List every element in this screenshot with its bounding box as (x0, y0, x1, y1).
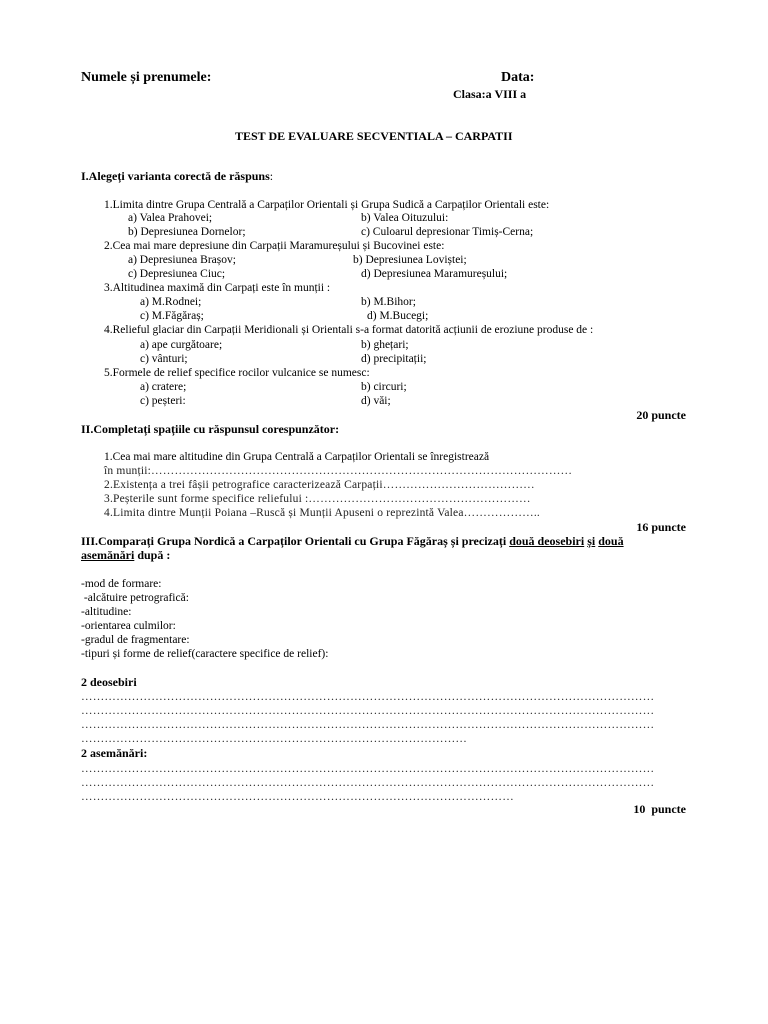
question-5: 5.Formele de relief specifice rocilor vulcanice se numesc: (104, 367, 370, 379)
differences-line[interactable]: ………………………………………………………………………………………………………………………………… (81, 719, 655, 731)
q3-option-b: b) M.Bihor; (361, 296, 416, 308)
criterion-3: -altitudine: (81, 606, 132, 618)
criterion-4: -orientarea culmilor: (81, 620, 176, 632)
differences-label: 2 deosebiri (81, 675, 137, 689)
criterion-2: -alcătuire petrografică: (81, 592, 189, 604)
differences-line[interactable]: ……………………………………………………………………………………… (81, 733, 468, 745)
section3-points: 10 puncte (633, 802, 686, 816)
fill-line-1-answer[interactable]: în munții:……………………………………………………………………………………………… (104, 465, 573, 477)
q2-option-a: a) Depresiunea Brașov; (128, 254, 236, 266)
q5-option-b: b) circuri; (361, 381, 407, 393)
similarities-line[interactable]: ………………………………………………………………………………………………… (81, 791, 514, 803)
fill-line-1: 1.Cea mai mare altitudine din Grupa Centrală a Carpaților Orientali se înregistrează (104, 451, 490, 463)
section1-points: 20 puncte (636, 408, 686, 422)
q1-option-b: b) Valea Oituzului: (361, 212, 449, 224)
date-label: Data: (501, 70, 535, 85)
q5-option-a: a) cratere; (140, 381, 187, 393)
q2-option-c: c) Depresiunea Ciuc; (128, 268, 226, 280)
similarities-line[interactable]: ………………………………………………………………………………………………………………………………… (81, 763, 655, 775)
differences-line[interactable]: ………………………………………………………………………………………………………………………………… (81, 705, 655, 717)
test-title: TEST DE EVALUARE SECVENTIALA – CARPATII (235, 129, 513, 143)
q3-option-a: a) M.Rodnei; (140, 296, 202, 308)
q4-option-d: d) precipitații; (361, 353, 427, 365)
section1-heading (81, 170, 273, 183)
criterion-5: -gradul de fragmentare: (81, 634, 190, 646)
question-4: 4.Relieful glaciar din Carpații Meridionali și Orientali s-a format datorită acțiunii de eroziune produse de : (104, 324, 594, 336)
section3-heading-line2 (81, 549, 170, 562)
question-3: 3.Altitudinea maximă din Carpați este în munții : (104, 282, 331, 294)
criterion-6: -tipuri și forme de relief(caractere specifice de relief): (81, 648, 329, 660)
q1-option-d: c) Culoarul depresionar Timiș-Cerna; (361, 226, 534, 238)
section1-heading-text: I.Alegeți varianta corectă de răspuns (81, 169, 270, 183)
class-label: Clasa:a VIII a (453, 87, 527, 101)
section2-heading: II.Completați spațiile cu răspunsul corespunzător: (81, 422, 340, 436)
section1-heading-suffix: : (269, 169, 274, 183)
section3-heading-part1: III.Comparați Grupa Nordică a Carpaților Orientali cu Grupa Făgăraș și precizați (81, 534, 507, 548)
q5-option-d: d) văi; (361, 395, 391, 407)
q1-option-a: a) Valea Prahovei; (128, 212, 213, 224)
section3-heading-underlined2: două (598, 534, 624, 548)
q4-option-c: c) vânturi; (140, 353, 188, 365)
section3-heading-and: și (587, 534, 596, 548)
similarities-line[interactable]: ………………………………………………………………………………………………………………………………… (81, 777, 655, 789)
section3-heading-underlined1: două deosebiri (509, 534, 585, 548)
section2-points: 16 puncte (636, 520, 686, 534)
section3-heading-line2-underlined: asemănări (81, 548, 135, 562)
fill-line-2[interactable]: 2.Existența a trei fâșii petrografice caracterizează Carpații………………………………… (104, 479, 535, 491)
q2-option-d: d) Depresiunea Maramureșului; (361, 268, 508, 280)
q3-option-d: d) M.Bucegi; (367, 310, 429, 322)
section3-heading (81, 535, 686, 548)
q4-option-a: a) ape curgătoare; (140, 339, 223, 351)
similarities-label: 2 asemănări: (81, 746, 148, 760)
q2-option-b: b) Depresiunea Loviștei; (353, 254, 467, 266)
criterion-1: -mod de formare: (81, 578, 162, 590)
q1-option-c: b) Depresiunea Dornelor; (128, 226, 246, 238)
fill-line-3[interactable]: 3.Peșterile sunt forme specifice reliefului :………………………………………………… (104, 493, 531, 505)
q5-option-c: c) peșteri: (140, 395, 186, 407)
question-2: 2.Cea mai mare depresiune din Carpații Maramureșului și Bucovinei este: (104, 240, 445, 252)
name-label: Numele și prenumele: (81, 70, 212, 85)
section3-heading-line2-rest: după : (137, 548, 171, 562)
q3-option-c: c) M.Făgăraș; (140, 310, 204, 322)
fill-line-4[interactable]: 4.Limita dintre Munții Poiana –Ruscă și Munții Apuseni o reprezintă Valea……………….. (104, 507, 540, 519)
differences-line[interactable]: ………………………………………………………………………………………………………………………………… (81, 691, 655, 703)
question-1: 1.Limita dintre Grupa Centrală a Carpaților Orientali și Grupa Sudică a Carpaților Orientali este: (104, 199, 550, 211)
q4-option-b: b) ghețari; (361, 339, 409, 351)
